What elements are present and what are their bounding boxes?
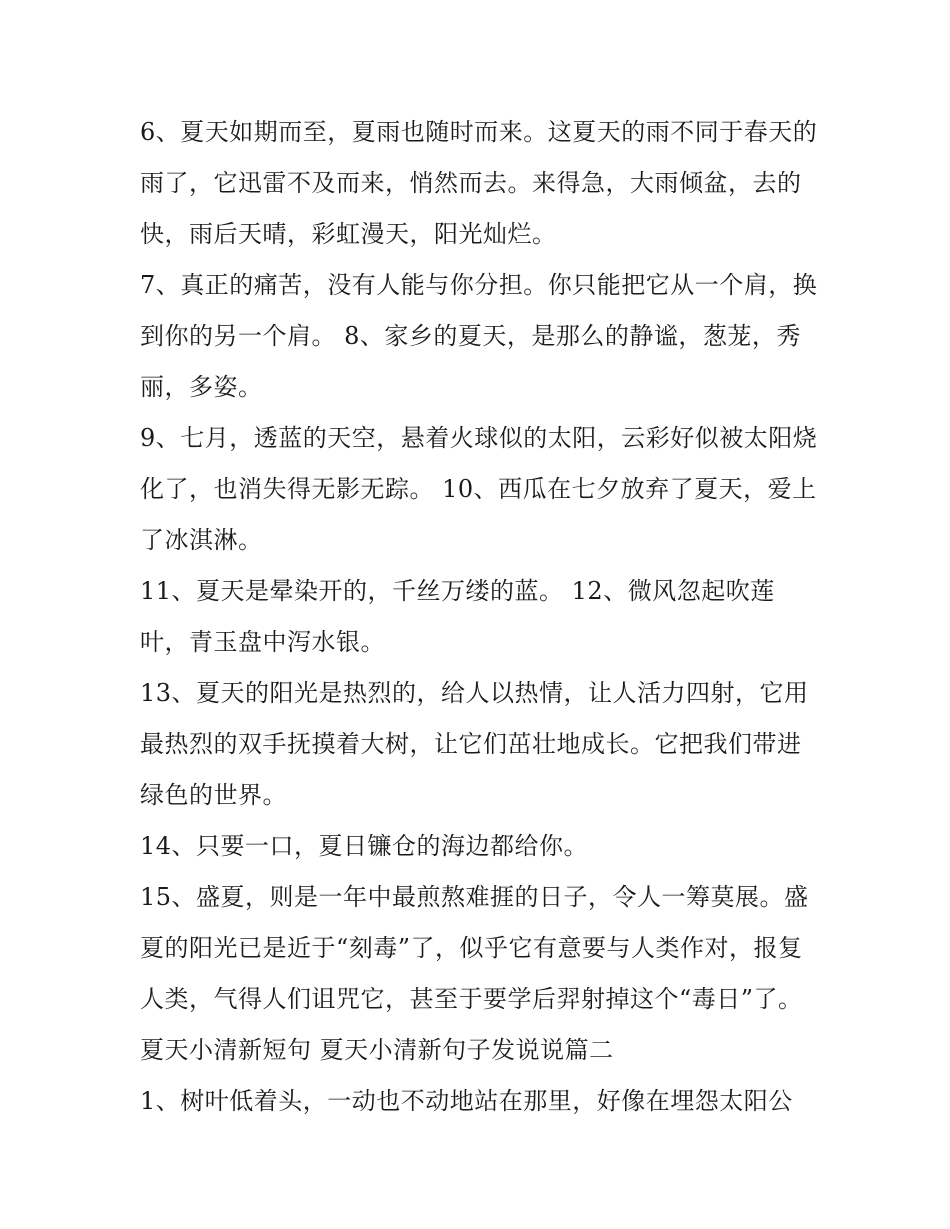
paragraph-item-11-12: 11、夏天是晕染开的，千丝万缕的蓝。 12、微风忽起吹莲叶，青玉盘中泻水银。	[140, 577, 775, 656]
paragraph-item-14: 14、只要一口，夏日镰仓的海边都给你。	[140, 832, 589, 860]
paragraph-item-15: 15、盛夏，则是一年中最煎熬难捱的日子，令人一筹莫展。盛夏的阳光已是近于“刻毒”了，似乎它有意要与人类作对，报复人类，气得人们诅咒它，甚至于要学后羿射掉这个“毒日”了。	[140, 883, 809, 1013]
document-body	[140, 107, 820, 1127]
paragraph-item-1: 1、树叶低着头，一动也不动地站在那里，好像在埋怨太阳公	[140, 1087, 793, 1115]
section-heading: 夏天小清新短句 夏天小清新句子发说说篇二	[140, 1036, 614, 1064]
paragraph-item-13: 13、夏天的阳光是热烈的，给人以热情，让人活力四射，它用最热烈的双手抚摸着大树，让它们茁壮地成长。它把我们带进绿色的世界。	[140, 679, 809, 809]
paragraph-item-7-8: 7、真正的痛苦，没有人能与你分担。你只能把它从一个肩，换到你的另一个肩。 8、家乡的夏天，是那么的静谧，葱茏，秀丽，多姿。	[140, 271, 818, 401]
paragraph-item-6: 6、夏天如期而至，夏雨也随时而来。这夏天的雨不同于春天的雨了，它迅雷不及而来，悄然而去。来得急，大雨倾盆，去的快，雨后天晴，彩虹漫天，阳光灿烂。	[140, 118, 818, 248]
paragraph-item-9-10: 9、七月，透蓝的天空，悬着火球似的太阳，云彩好似被太阳烧化了，也消失得无影无踪。 10、西瓜在七夕放弃了夏天，爱上了冰淇淋。	[140, 424, 818, 554]
